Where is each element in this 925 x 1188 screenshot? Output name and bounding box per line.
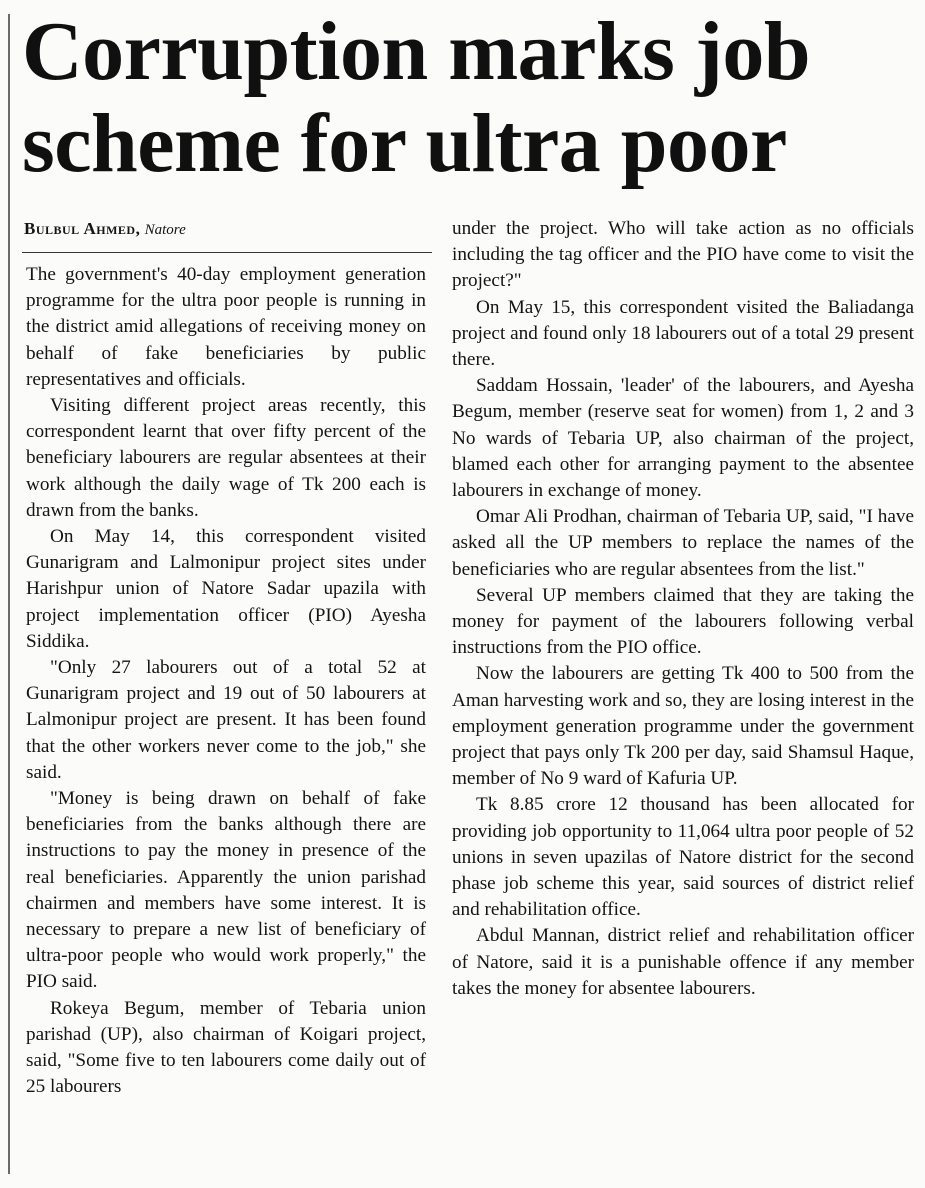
paragraph: Rokeya Begum, member of Tebaria union parishad (UP), also chairman of Koigari project, said, "Some five to ten labourers come daily out of 25 labourers: [26, 997, 426, 1098]
clipping-edge-rule: [8, 14, 10, 1174]
byline-divider: [22, 252, 432, 253]
paragraph: On May 15, this correspondent visited the Baliadanga project and found only 18 labourers out of a total 29 present there.: [452, 296, 914, 371]
paragraph: Visiting different project areas recently, this correspondent learnt that over fifty percent of the beneficiary labourers are regular absentees at their work although the daily wage of Tk 200 each is drawn from the banks.: [26, 395, 426, 521]
paragraph: Omar Ali Prodhan, chairman of Tebaria UP, said, "I have asked all the UP members to replace the names of the beneficiaries who are regular absentees from the list.": [452, 506, 914, 580]
paragraph: Saddam Hossain, 'leader' of the labourers, and Ayesha Begum, member (reserve seat for women) from 1, 2 and 3 No wards of Tebaria UP, also chairman of the project, blamed each other for arranging payment to the absentee labourers in exchange of money.: [452, 375, 914, 502]
article-column-1: [26, 262, 426, 1101]
paragraph: "Money is being drawn on behalf of fake beneficiaries from the banks although there are instructions to pay the money in presence of the real beneficiaries. Apparently the union parishad chairmen and members have some interest. It is necessary to prepare a new list of beneficiary of ultra-poor people who would work properly," the PIO said.: [26, 788, 426, 993]
paragraph: Tk 8.85 crore 12 thousand has been allocated for providing job opportunity to 11,064 ultra poor people of 52 unions in seven upazilas of Natore district for the second phase job scheme this year, said sources of district relief and rehabilitation office.: [452, 794, 914, 921]
paragraph: under the project. Who will take action as no officials including the tag officer and the PIO have come to visit the project?": [452, 218, 914, 292]
article-column-2: [452, 216, 914, 1002]
byline-location: Natore: [144, 222, 186, 238]
paragraph: Several UP members claimed that they are taking the money for payment of the labourers following verbal instructions from the PIO office.: [452, 584, 914, 659]
paragraph: On May 14, this correspondent visited Gunarigram and Lalmonipur project sites under Harishpur union of Natore Sadar upazila with project implementation officer (PIO) Ayesha Siddika.: [26, 526, 426, 652]
paragraph: The government's 40-day employment generation programme for the ultra poor people is running in the district amid allegations of receiving money on behalf of fake beneficiaries by public representatives and officials.: [26, 264, 426, 390]
paragraph: Abdul Mannan, district relief and rehabilitation officer of Natore, said it is a punishable offence if any member takes the money for absentee labourers.: [452, 925, 914, 999]
byline-author: Bulbul Ahmed,: [24, 219, 141, 238]
paragraph: Now the labourers are getting Tk 400 to 500 from the Aman harvesting work and so, they are losing interest in the employment generation programme under the government project that pays only Tk 200 per day, said Shamsul Haque, member of No 9 ward of Kafuria UP.: [452, 663, 914, 790]
byline: [24, 218, 186, 241]
headline: Corruption marks job scheme for ultra poor: [22, 5, 811, 190]
paragraph: "Only 27 labourers out of a total 52 at Gunarigram project and 19 out of 50 labourers at Lalmonipur project are present. It has been found that the other workers never come to the job," she said.: [26, 657, 426, 783]
